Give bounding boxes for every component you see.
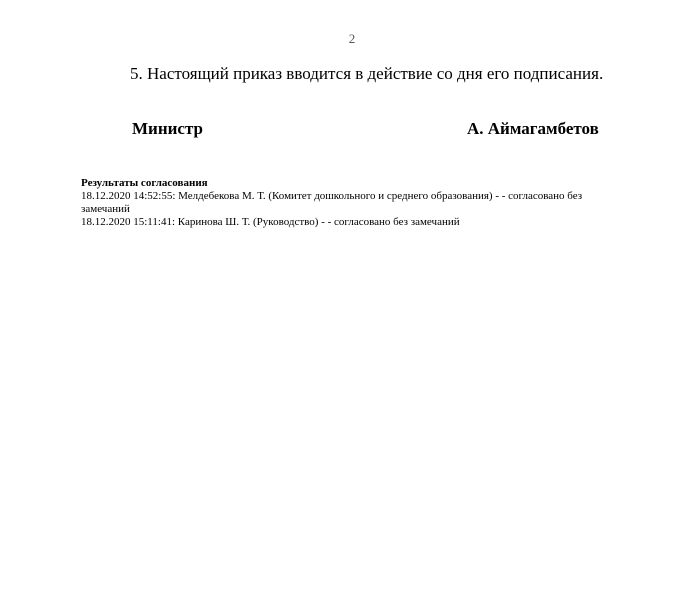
approval-entry: 18.12.2020 14:52:55: Мелдебекова М. Т. (Комитет дошкольного и среднего образования) - - согласовано без замечаний [81, 190, 583, 215]
approval-results [81, 177, 611, 229]
signature-role: Министр [132, 119, 203, 138]
signature-name: А. Аймагамбетов [467, 119, 599, 138]
page-number: 2 [348, 31, 356, 46]
approval-entry: 18.12.2020 15:11:41: Каринова Ш. Т. (Руководство) - - согласовано без замечаний [81, 216, 460, 228]
approval-title: Результаты согласования [81, 177, 208, 189]
order-paragraph-5: 5. Настоящий приказ вводится в действие со дня его подписания. [130, 64, 604, 83]
